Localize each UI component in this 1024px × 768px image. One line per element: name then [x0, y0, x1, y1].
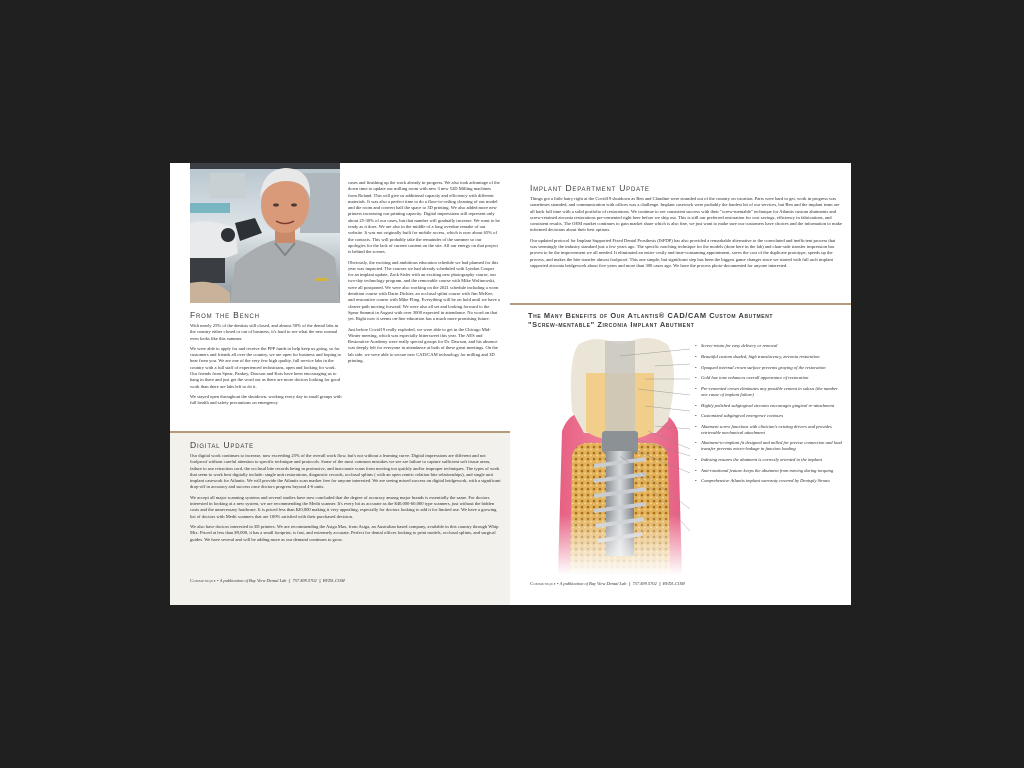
- bullet-icon: •: [695, 440, 697, 446]
- benefit-item: [695, 440, 845, 451]
- benefit-item: [695, 375, 845, 381]
- implant-update-section: [530, 183, 842, 273]
- bullet-icon: •: [695, 478, 697, 484]
- footer-bullet: •: [217, 578, 219, 583]
- benefit-text: Anti-rotational feature keeps the abutment from moving during torquing: [701, 467, 834, 473]
- benefit-item: [695, 468, 845, 474]
- technician-portrait-image: [190, 163, 340, 303]
- footer-website: BVDL.COM: [662, 581, 685, 586]
- magazine-spread: [170, 163, 851, 605]
- bullet-icon: •: [695, 456, 697, 462]
- benefit-item: [695, 403, 845, 409]
- benefit-item: [695, 365, 845, 371]
- benefits-heading-block: [528, 311, 848, 329]
- benefit-text: Highly polished subgingival zirconia encourages gingival re-attachment: [701, 402, 835, 408]
- bullet-icon: •: [695, 402, 697, 408]
- benefit-item: [695, 386, 845, 397]
- benefit-text: Abutment screw functions with clinician's existing drivers and provides retrievable mechanical attachment: [701, 424, 832, 435]
- implant-abutment-diagram: [550, 331, 690, 575]
- paragraph: With nearly 25% of the dentists still closed, and almost 50% of the dental labs in the country either closed or out of business, it's hard to see what the new normal even looks like this summer.: [190, 323, 339, 341]
- benefit-text: Opaqued internal crown surface prevents graying of the restoration: [701, 364, 826, 370]
- bullet-icon: •: [695, 343, 697, 348]
- benefit-text: Gold hue tone enhances overall appearance of restoration: [701, 375, 809, 381]
- benefit-text: Indexing ensures the abutment is correctly oriented to the implant: [701, 456, 822, 462]
- paragraph: Just before Covid19 really exploded, we were able to get in the Chicago Mid-Winter meeting, which was especially bittersweet this year. The AES and Restorative Academy were really special groups for Dr. Dawson, and his absence was deeply felt for everyone in attendance at both of these great meetings. On the lab side, we were able to secure new CAD/CAM technology for milling and 3D printing.: [348, 326, 498, 364]
- footer-separator: ||: [658, 581, 661, 586]
- footer-phone: 757.499.5702: [292, 578, 317, 583]
- from-the-bench-section: [170, 163, 510, 433]
- bullet-icon: •: [695, 424, 697, 430]
- footer-bullet: •: [557, 581, 559, 586]
- benefits-heading-line-2: "Screw-mentable" Zirconia Implant Abutment: [528, 320, 695, 329]
- paragraph: Our digital work continues to increase, now exceeding 25% of the overall work flow, but's not without a learning curve. Digital impressions are different and not foolproof without careful attention to specific technique and protocols. Some of the most common mistakes we see are failure to capture sufficient soft tissue areas, failure to use retraction cord, the occlusal bite records being in protrusive, and inaccurate scans from moving too quickly and/or improper techniques. The types of work that seem to work best digitally include: single unit restorations, diagnostic records, occlusal splints ( with an open centric relation bite relationships), and single unit implant casework for Atlantis. We will provide the Atlantis scan marker free for anyone interested. We are seeing mixed success on digital bridgework, with a significant drop-off in accuracy and success once doctors progress beyond 4-6 units.: [190, 453, 501, 490]
- paragraph: We accept all major scanning systems and several studies have now concluded that the degree of accuracy among major brands is essentially the same. For doctors interested in looking at a new system, we are recommending the Medit scanner. It's every bit as accurate as the $40,000-60,000 type scanners, just without the hidden costs and the unnecessary hardware. It is priced less than $20,000 making it very appealing, especially for doctors looking to add it for limited use. We have a growing list of doctors with Medit scanners that are 100% satisfied with their purchased decision.: [190, 494, 497, 519]
- bullet-icon: •: [695, 375, 697, 381]
- footer-separator: ||: [318, 578, 321, 583]
- bullet-icon: •: [695, 467, 697, 473]
- benefit-item: [695, 343, 845, 349]
- benefit-item: [695, 354, 845, 360]
- benefit-text: Screw-retain for easy delivery or removal: [701, 343, 778, 348]
- paragraph: Our updated protocol for Implant Supported Fixed Dental Prosthesis (ISFDP) has also provided a remarkable alternative to the convoluted and inefficient process that was seemingly the industry standard just a few years ago. The specific notching technique for the models (done here in the lab) and chair-side transfer impression has proven to be the improvement we all needed. It eliminated an entire costly and time-consuming appointment, saves the cost of the duplicate prototype, speeds up the process, and makes the bite transfer almost foolproof. This one simple, but significant step has been the biggest game changer since we started with full arch implant supported zirconia bridgework about five years and more than 300 cases ago. We have the process photo-documented for anyone interested.: [530, 237, 836, 268]
- digital-update-section: [170, 433, 510, 605]
- left-page: [170, 163, 510, 605]
- footer-brand: Communique: [190, 578, 216, 583]
- footer-phone: 757.499.5702: [632, 581, 657, 586]
- paragraph: Obviously, the exciting and ambitious education schedule we had planned for this year was impacted. The courses we had already scheduled with Lyndon Cooper for an implant update, Zack Sisler with an exciting new photography course, our two-day technology program, and the removable course with Mike Wolinowski, were all postponed. We were also working on the 2021 schedule including a worn dentition course with Darin Dichter, an occlusal splint course with Jim McKee, and restorative course with Mike Fling. Everything will be on hold until we have a clearer path moving forward. We were also all set and looking forward to the Spear Summit in August with over 3000 expected in attendance. No word on that yet. Right now it seems on-line education has a much more promising future.: [348, 259, 500, 322]
- digital-update-column: [190, 440, 502, 547]
- bullet-icon: •: [695, 353, 697, 359]
- paragraph: cases and finishing up the work already in progress. We also took advantage of the down time to update our milling room with new 3 new 52D Milling machines from Roland. This will give us additional capacity and efficiency with different materials. It was also a perfect time to do a floor-to-ceiling cleaning of our model and die room and convert half the space to 3D printing. We also added more new printers increasing our printing capacity. Digital impressions still represent only about 25-30% of our cases, but that number will gradually increase. We want to be ready as it does. We are also in the middle of a long overdue remake of our website. It was not originally built for mobile access, which is now about 65% of the contacts. This will probably take the remainder of the summer so our apologies for the lack of current content on the site. All our energy on that project is behind the scenes.: [348, 180, 500, 255]
- benefit-text: Customized subgingival emergence contours: [701, 413, 784, 419]
- footer-separator: ||: [288, 578, 291, 583]
- benefit-text: Abutment-to-implant fit designed and milled for precise connection and load transfer prevents micro-leakage in function loading: [701, 440, 842, 452]
- benefits-heading-line-1: The Many Benefits of Our Atlantis® CAD/CAM Custom Abutment: [528, 311, 774, 320]
- paragraph: We were able to apply for and receive the PPP funds to help keep us going, so for customers and friends all over the country, we are open for business and hoping to hear from you. We are one of the very few high quality, full service labs in the country with a full staff of experienced technicians, open and looking for work. Our friends from Spear, Pankey, Dawson and Kois have been encouraging us to hang in there and just get the word out as there are more doctors looking for good work than there are labs left to do it.: [190, 345, 342, 389]
- benefit-item: [695, 413, 845, 419]
- bullet-icon: •: [695, 386, 697, 392]
- footer-publication: A publication of Bay View Dental Lab: [219, 578, 287, 583]
- implant-cross-section-illustration: [550, 331, 690, 575]
- digital-update-heading: Digital Update: [190, 440, 254, 450]
- footer-website: BVDL.COM: [322, 578, 345, 583]
- benefit-item: [695, 478, 845, 484]
- benefit-text: Comprehensive Atlantis implant warranty covered by Dentsply Sirona: [701, 478, 830, 484]
- section-divider: [510, 303, 851, 305]
- from-the-bench-heading: From the Bench: [190, 310, 260, 320]
- footer-publication: A publication of Bay View Dental Lab: [559, 581, 627, 586]
- benefit-text: Pre-cemented crown eliminates any possible cement in sulcus (the number one cause of implant failure): [701, 386, 838, 397]
- benefit-item: [695, 424, 845, 435]
- right-page: [510, 163, 851, 605]
- left-page-footer: [190, 578, 345, 583]
- benefit-item: [695, 457, 845, 463]
- implant-update-heading: Implant Department Update: [530, 183, 650, 193]
- from-the-bench-column-2: [348, 180, 500, 368]
- right-page-footer: [530, 581, 685, 586]
- benefits-list: [695, 343, 845, 489]
- technician-photo: [190, 163, 340, 303]
- bullet-icon: •: [695, 413, 697, 419]
- paragraph: We also have doctors interested in 3D printers. We are recommending the Asiga Max, from Asiga, an Australian based company, available in this country through Whip Mix. Priced at less than $9,000, it has a small footprint, is fast, and extremely accurate. Perfect for dental offices looking to print models, occlusal splints, and surgical guides. We have several and will be adding more as our demand continues to grow.: [190, 523, 499, 542]
- benefit-text: Beautiful custom shaded, high translucency, zirconia restoration: [701, 353, 820, 359]
- paragraph: We stayed open throughout the shutdown, working every day in small groups with full health and safety precautions on emergency: [190, 393, 342, 406]
- bullet-icon: •: [695, 364, 697, 370]
- from-the-bench-column-1: [190, 310, 342, 411]
- footer-separator: ||: [628, 581, 631, 586]
- footer-brand: Communique: [530, 581, 556, 586]
- paragraph: Things got a little hairy right at the Covid19 shutdown as Ben and Claudine were stranded out of the country on vacation. Parts were hard to get, work in progress was sometimes stranded, and communication with offices was a challenge. Implant casework were probably the hardest hit of our services, but Ben and the implant team are all back full time with a solid portfolio of restorations. We continue to see consistent success with their "screw-mentable" technique for Atlantis custom abutments and screw-retained zirconia restorations pre-cemented right here before we ship out. This is still our preferred restoration for cost savings, efficiency in fabrications, and consistent results. The OEM market continues to gain market share which is also fine, we just want to make sure our customers have choices and the information to make informed decisions about their best options.: [530, 196, 842, 233]
